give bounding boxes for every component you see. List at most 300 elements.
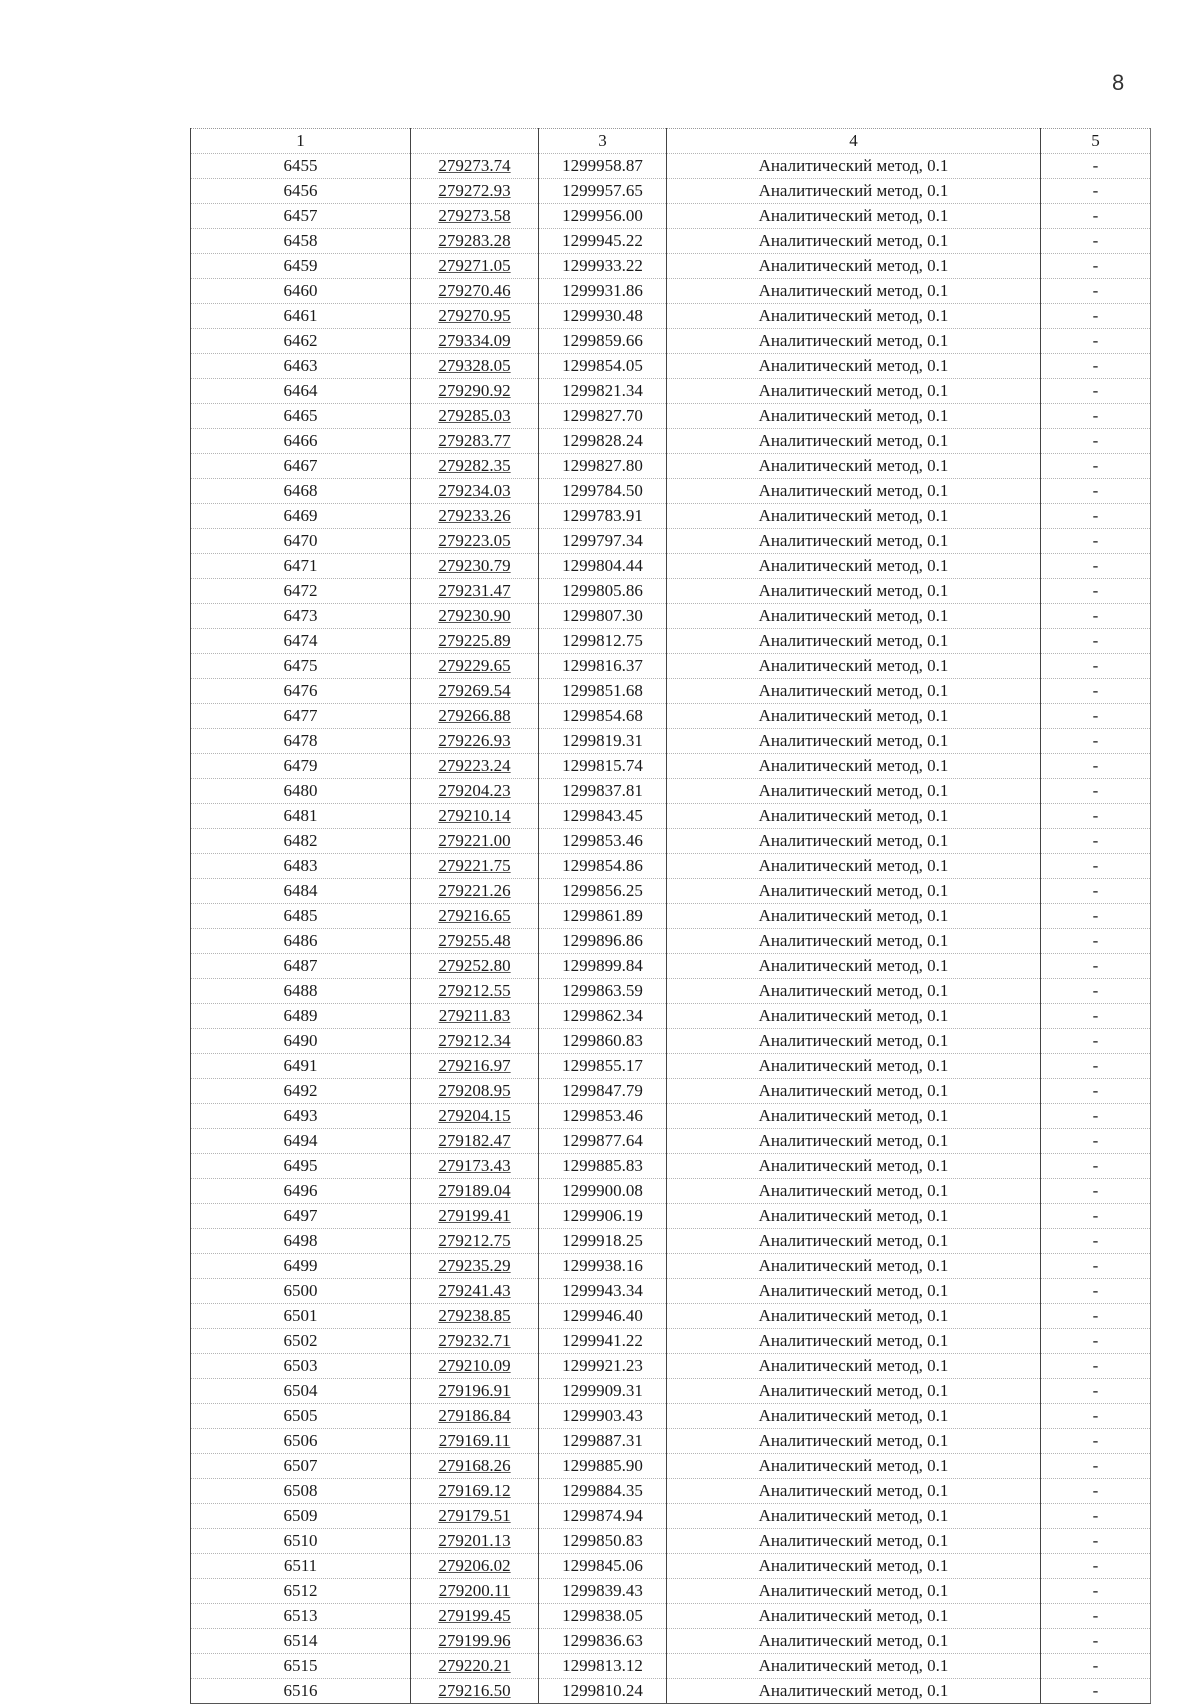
x-coordinate-cell: 279221.26 (411, 879, 539, 904)
table-row (191, 329, 1151, 354)
y-coordinate-cell: 1299957.65 (539, 179, 667, 204)
x-coordinate-cell: 279169.11 (411, 1429, 539, 1454)
method-accuracy-cell: Аналитический метод, 0.1 (667, 554, 1041, 579)
x-coordinate-cell: 279235.29 (411, 1254, 539, 1279)
y-coordinate-cell: 1299921.23 (539, 1354, 667, 1379)
point-number-cell: 6471 (191, 554, 411, 579)
note-cell: - (1041, 204, 1151, 229)
note-cell: - (1041, 679, 1151, 704)
note-cell: - (1041, 1254, 1151, 1279)
method-accuracy-cell: Аналитический метод, 0.1 (667, 1379, 1041, 1404)
method-accuracy-cell: Аналитический метод, 0.1 (667, 1504, 1041, 1529)
point-number-cell: 6473 (191, 604, 411, 629)
x-coordinate-cell: 279271.05 (411, 254, 539, 279)
point-number-cell: 6459 (191, 254, 411, 279)
table-row (191, 804, 1151, 829)
y-coordinate-cell: 1299843.45 (539, 804, 667, 829)
y-coordinate-cell: 1299855.17 (539, 1054, 667, 1079)
method-accuracy-cell: Аналитический метод, 0.1 (667, 254, 1041, 279)
x-coordinate-cell: 279252.80 (411, 954, 539, 979)
note-cell: - (1041, 804, 1151, 829)
point-number-cell: 6482 (191, 829, 411, 854)
note-cell: - (1041, 1129, 1151, 1154)
table-row (191, 404, 1151, 429)
y-coordinate-cell: 1299850.83 (539, 1529, 667, 1554)
table-row (191, 729, 1151, 754)
y-coordinate-cell: 1299812.75 (539, 629, 667, 654)
x-coordinate-cell: 279196.91 (411, 1379, 539, 1404)
table-row (191, 1404, 1151, 1429)
point-number-cell: 6480 (191, 779, 411, 804)
coordinates-table (190, 128, 1151, 1704)
note-cell: - (1041, 1354, 1151, 1379)
y-coordinate-cell: 1299877.64 (539, 1129, 667, 1154)
table-row (191, 454, 1151, 479)
y-coordinate-cell: 1299784.50 (539, 479, 667, 504)
point-number-cell: 6491 (191, 1054, 411, 1079)
point-number-cell: 6506 (191, 1429, 411, 1454)
x-coordinate-cell: 279269.54 (411, 679, 539, 704)
point-number-cell: 6457 (191, 204, 411, 229)
x-coordinate-cell: 279189.04 (411, 1179, 539, 1204)
x-coordinate-cell: 279216.65 (411, 904, 539, 929)
y-coordinate-cell: 1299861.89 (539, 904, 667, 929)
x-coordinate-cell: 279273.58 (411, 204, 539, 229)
method-accuracy-cell: Аналитический метод, 0.1 (667, 904, 1041, 929)
point-number-cell: 6511 (191, 1554, 411, 1579)
method-accuracy-cell: Аналитический метод, 0.1 (667, 779, 1041, 804)
note-cell: - (1041, 1279, 1151, 1304)
note-cell: - (1041, 529, 1151, 554)
y-coordinate-cell: 1299945.22 (539, 229, 667, 254)
point-number-cell: 6467 (191, 454, 411, 479)
point-number-cell: 6501 (191, 1304, 411, 1329)
note-cell: - (1041, 304, 1151, 329)
point-number-cell: 6512 (191, 1579, 411, 1604)
note-cell: - (1041, 1154, 1151, 1179)
y-coordinate-cell: 1299853.46 (539, 829, 667, 854)
method-accuracy-cell: Аналитический метод, 0.1 (667, 204, 1041, 229)
table-row (191, 1454, 1151, 1479)
note-cell: - (1041, 1204, 1151, 1229)
note-cell: - (1041, 279, 1151, 304)
note-cell: - (1041, 229, 1151, 254)
method-accuracy-cell: Аналитический метод, 0.1 (667, 1279, 1041, 1304)
table-row (191, 929, 1151, 954)
note-cell: - (1041, 729, 1151, 754)
y-coordinate-cell: 1299918.25 (539, 1229, 667, 1254)
x-coordinate-cell: 279232.71 (411, 1329, 539, 1354)
y-coordinate-cell: 1299815.74 (539, 754, 667, 779)
x-coordinate-cell: 279223.05 (411, 529, 539, 554)
x-coordinate-cell: 279273.74 (411, 154, 539, 179)
x-coordinate-cell: 279211.83 (411, 1004, 539, 1029)
x-coordinate-cell: 279204.23 (411, 779, 539, 804)
x-coordinate-cell: 279199.45 (411, 1604, 539, 1629)
table-row (191, 479, 1151, 504)
x-coordinate-cell: 279233.26 (411, 504, 539, 529)
method-accuracy-cell: Аналитический метод, 0.1 (667, 379, 1041, 404)
table-row (191, 879, 1151, 904)
table-row (191, 1554, 1151, 1579)
method-accuracy-cell: Аналитический метод, 0.1 (667, 954, 1041, 979)
point-number-cell: 6455 (191, 154, 411, 179)
table-row (191, 179, 1151, 204)
x-coordinate-cell: 279229.65 (411, 654, 539, 679)
x-coordinate-cell: 279169.12 (411, 1479, 539, 1504)
note-cell: - (1041, 479, 1151, 504)
method-accuracy-cell: Аналитический метод, 0.1 (667, 979, 1041, 1004)
x-coordinate-cell: 279182.47 (411, 1129, 539, 1154)
method-accuracy-cell: Аналитический метод, 0.1 (667, 429, 1041, 454)
method-accuracy-cell: Аналитический метод, 0.1 (667, 279, 1041, 304)
x-coordinate-cell: 279212.75 (411, 1229, 539, 1254)
note-cell: - (1041, 1304, 1151, 1329)
point-number-cell: 6479 (191, 754, 411, 779)
point-number-cell: 6458 (191, 229, 411, 254)
y-coordinate-cell: 1299854.68 (539, 704, 667, 729)
point-number-cell: 6498 (191, 1229, 411, 1254)
table-row (191, 1354, 1151, 1379)
y-coordinate-cell: 1299845.06 (539, 1554, 667, 1579)
point-number-cell: 6499 (191, 1254, 411, 1279)
y-coordinate-cell: 1299851.68 (539, 679, 667, 704)
x-coordinate-cell: 279210.09 (411, 1354, 539, 1379)
point-number-cell: 6466 (191, 429, 411, 454)
note-cell: - (1041, 1379, 1151, 1404)
note-cell: - (1041, 1079, 1151, 1104)
y-coordinate-cell: 1299816.37 (539, 654, 667, 679)
table-row (191, 1379, 1151, 1404)
table-row (191, 254, 1151, 279)
y-coordinate-cell: 1299863.59 (539, 979, 667, 1004)
method-accuracy-cell: Аналитический метод, 0.1 (667, 1354, 1041, 1379)
table-row (191, 954, 1151, 979)
note-cell: - (1041, 1104, 1151, 1129)
y-coordinate-cell: 1299856.25 (539, 879, 667, 904)
note-cell: - (1041, 404, 1151, 429)
point-number-cell: 6464 (191, 379, 411, 404)
x-coordinate-cell: 279208.95 (411, 1079, 539, 1104)
table-row (191, 529, 1151, 554)
y-coordinate-cell: 1299930.48 (539, 304, 667, 329)
header-col-5: 5 (1041, 129, 1151, 154)
x-coordinate-cell: 279173.43 (411, 1154, 539, 1179)
table-row (191, 354, 1151, 379)
method-accuracy-cell: Аналитический метод, 0.1 (667, 679, 1041, 704)
table-row (191, 1479, 1151, 1504)
method-accuracy-cell: Аналитический метод, 0.1 (667, 1029, 1041, 1054)
y-coordinate-cell: 1299860.83 (539, 1029, 667, 1054)
note-cell: - (1041, 1054, 1151, 1079)
y-coordinate-cell: 1299847.79 (539, 1079, 667, 1104)
note-cell: - (1041, 1329, 1151, 1354)
y-coordinate-cell: 1299903.43 (539, 1404, 667, 1429)
x-coordinate-cell: 279216.97 (411, 1054, 539, 1079)
method-accuracy-cell: Аналитический метод, 0.1 (667, 1479, 1041, 1504)
point-number-cell: 6497 (191, 1204, 411, 1229)
y-coordinate-cell: 1299896.86 (539, 929, 667, 954)
y-coordinate-cell: 1299874.94 (539, 1504, 667, 1529)
y-coordinate-cell: 1299813.12 (539, 1654, 667, 1679)
note-cell: - (1041, 879, 1151, 904)
y-coordinate-cell: 1299884.35 (539, 1479, 667, 1504)
table-row (191, 1104, 1151, 1129)
method-accuracy-cell: Аналитический метод, 0.1 (667, 1329, 1041, 1354)
note-cell: - (1041, 354, 1151, 379)
x-coordinate-cell: 279221.75 (411, 854, 539, 879)
y-coordinate-cell: 1299827.80 (539, 454, 667, 479)
x-coordinate-cell: 279216.50 (411, 1679, 539, 1704)
x-coordinate-cell: 279282.35 (411, 454, 539, 479)
y-coordinate-cell: 1299887.31 (539, 1429, 667, 1454)
table-row (191, 304, 1151, 329)
point-number-cell: 6462 (191, 329, 411, 354)
method-accuracy-cell: Аналитический метод, 0.1 (667, 1654, 1041, 1679)
method-accuracy-cell: Аналитический метод, 0.1 (667, 154, 1041, 179)
note-cell: - (1041, 179, 1151, 204)
table-row (191, 604, 1151, 629)
point-number-cell: 6494 (191, 1129, 411, 1154)
note-cell: - (1041, 854, 1151, 879)
y-coordinate-cell: 1299906.19 (539, 1204, 667, 1229)
point-number-cell: 6493 (191, 1104, 411, 1129)
method-accuracy-cell: Аналитический метод, 0.1 (667, 1554, 1041, 1579)
method-accuracy-cell: Аналитический метод, 0.1 (667, 1304, 1041, 1329)
point-number-cell: 6513 (191, 1604, 411, 1629)
note-cell: - (1041, 704, 1151, 729)
point-number-cell: 6492 (191, 1079, 411, 1104)
x-coordinate-cell: 279204.15 (411, 1104, 539, 1129)
y-coordinate-cell: 1299838.05 (539, 1604, 667, 1629)
header-col-4: 4 (667, 129, 1041, 154)
method-accuracy-cell: Аналитический метод, 0.1 (667, 329, 1041, 354)
y-coordinate-cell: 1299853.46 (539, 1104, 667, 1129)
table-row (191, 504, 1151, 529)
method-accuracy-cell: Аналитический метод, 0.1 (667, 804, 1041, 829)
x-coordinate-cell: 279283.77 (411, 429, 539, 454)
note-cell: - (1041, 554, 1151, 579)
table-row (191, 154, 1151, 179)
table-row (191, 1529, 1151, 1554)
point-number-cell: 6475 (191, 654, 411, 679)
page-number: 8 (1112, 70, 1125, 95)
method-accuracy-cell: Аналитический метод, 0.1 (667, 1154, 1041, 1179)
table-row (191, 829, 1151, 854)
y-coordinate-cell: 1299819.31 (539, 729, 667, 754)
point-number-cell: 6484 (191, 879, 411, 904)
point-number-cell: 6515 (191, 1654, 411, 1679)
note-cell: - (1041, 829, 1151, 854)
point-number-cell: 6505 (191, 1404, 411, 1429)
x-coordinate-cell: 279266.88 (411, 704, 539, 729)
table-row (191, 1154, 1151, 1179)
table-row (191, 554, 1151, 579)
point-number-cell: 6490 (191, 1029, 411, 1054)
y-coordinate-cell: 1299854.05 (539, 354, 667, 379)
note-cell: - (1041, 454, 1151, 479)
point-number-cell: 6509 (191, 1504, 411, 1529)
point-number-cell: 6507 (191, 1454, 411, 1479)
point-number-cell: 6487 (191, 954, 411, 979)
point-number-cell: 6481 (191, 804, 411, 829)
note-cell: - (1041, 1579, 1151, 1604)
point-number-cell: 6472 (191, 579, 411, 604)
x-coordinate-cell: 279199.41 (411, 1204, 539, 1229)
x-coordinate-cell: 279241.43 (411, 1279, 539, 1304)
method-accuracy-cell: Аналитический метод, 0.1 (667, 654, 1041, 679)
table-row (191, 1254, 1151, 1279)
y-coordinate-cell: 1299933.22 (539, 254, 667, 279)
x-coordinate-cell: 279200.11 (411, 1579, 539, 1604)
table-body (191, 154, 1151, 1704)
y-coordinate-cell: 1299946.40 (539, 1304, 667, 1329)
method-accuracy-cell: Аналитический метод, 0.1 (667, 1179, 1041, 1204)
table-row (191, 379, 1151, 404)
method-accuracy-cell: Аналитический метод, 0.1 (667, 1404, 1041, 1429)
method-accuracy-cell: Аналитический метод, 0.1 (667, 829, 1041, 854)
method-accuracy-cell: Аналитический метод, 0.1 (667, 354, 1041, 379)
method-accuracy-cell: Аналитический метод, 0.1 (667, 1679, 1041, 1704)
method-accuracy-cell: Аналитический метод, 0.1 (667, 1079, 1041, 1104)
note-cell: - (1041, 1429, 1151, 1454)
table-row (191, 1029, 1151, 1054)
method-accuracy-cell: Аналитический метод, 0.1 (667, 729, 1041, 754)
y-coordinate-cell: 1299797.34 (539, 529, 667, 554)
point-number-cell: 6510 (191, 1529, 411, 1554)
table-row (191, 1579, 1151, 1604)
table-row (191, 1629, 1151, 1654)
note-cell: - (1041, 329, 1151, 354)
table-header-row (191, 129, 1151, 154)
table-row (191, 1304, 1151, 1329)
table-row (191, 854, 1151, 879)
table-row (191, 654, 1151, 679)
point-number-cell: 6460 (191, 279, 411, 304)
point-number-cell: 6478 (191, 729, 411, 754)
point-number-cell: 6508 (191, 1479, 411, 1504)
note-cell: - (1041, 1654, 1151, 1679)
method-accuracy-cell: Аналитический метод, 0.1 (667, 1004, 1041, 1029)
y-coordinate-cell: 1299956.00 (539, 204, 667, 229)
x-coordinate-cell: 279225.89 (411, 629, 539, 654)
y-coordinate-cell: 1299885.83 (539, 1154, 667, 1179)
x-coordinate-cell: 279270.95 (411, 304, 539, 329)
note-cell: - (1041, 1504, 1151, 1529)
method-accuracy-cell: Аналитический метод, 0.1 (667, 604, 1041, 629)
method-accuracy-cell: Аналитический метод, 0.1 (667, 1129, 1041, 1154)
note-cell: - (1041, 1479, 1151, 1504)
point-number-cell: 6465 (191, 404, 411, 429)
table-row (191, 1054, 1151, 1079)
x-coordinate-cell: 279201.13 (411, 1529, 539, 1554)
method-accuracy-cell: Аналитический метод, 0.1 (667, 879, 1041, 904)
table-row (191, 204, 1151, 229)
point-number-cell: 6469 (191, 504, 411, 529)
point-number-cell: 6489 (191, 1004, 411, 1029)
y-coordinate-cell: 1299807.30 (539, 604, 667, 629)
point-number-cell: 6468 (191, 479, 411, 504)
x-coordinate-cell: 279283.28 (411, 229, 539, 254)
point-number-cell: 6470 (191, 529, 411, 554)
x-coordinate-cell: 279179.51 (411, 1504, 539, 1529)
y-coordinate-cell: 1299827.70 (539, 404, 667, 429)
y-coordinate-cell: 1299900.08 (539, 1179, 667, 1204)
y-coordinate-cell: 1299804.44 (539, 554, 667, 579)
note-cell: - (1041, 504, 1151, 529)
table-row (191, 1679, 1151, 1704)
x-coordinate-cell: 279255.48 (411, 929, 539, 954)
table-row (191, 229, 1151, 254)
point-number-cell: 6516 (191, 1679, 411, 1704)
y-coordinate-cell: 1299836.63 (539, 1629, 667, 1654)
method-accuracy-cell: Аналитический метод, 0.1 (667, 1429, 1041, 1454)
method-accuracy-cell: Аналитический метод, 0.1 (667, 1204, 1041, 1229)
table-row (191, 579, 1151, 604)
x-coordinate-cell: 279230.79 (411, 554, 539, 579)
x-coordinate-cell: 279223.24 (411, 754, 539, 779)
note-cell: - (1041, 979, 1151, 1004)
point-number-cell: 6483 (191, 854, 411, 879)
table-row (191, 1204, 1151, 1229)
x-coordinate-cell: 279230.90 (411, 604, 539, 629)
y-coordinate-cell: 1299839.43 (539, 1579, 667, 1604)
y-coordinate-cell: 1299854.86 (539, 854, 667, 879)
y-coordinate-cell: 1299931.86 (539, 279, 667, 304)
method-accuracy-cell: Аналитический метод, 0.1 (667, 854, 1041, 879)
method-accuracy-cell: Аналитический метод, 0.1 (667, 1054, 1041, 1079)
table-row (191, 1004, 1151, 1029)
point-number-cell: 6503 (191, 1354, 411, 1379)
note-cell: - (1041, 579, 1151, 604)
note-cell: - (1041, 1529, 1151, 1554)
y-coordinate-cell: 1299958.87 (539, 154, 667, 179)
point-number-cell: 6502 (191, 1329, 411, 1354)
table-row (191, 1229, 1151, 1254)
point-number-cell: 6488 (191, 979, 411, 1004)
method-accuracy-cell: Аналитический метод, 0.1 (667, 529, 1041, 554)
x-coordinate-cell: 279212.55 (411, 979, 539, 1004)
y-coordinate-cell: 1299885.90 (539, 1454, 667, 1479)
table-row (191, 779, 1151, 804)
point-number-cell: 6477 (191, 704, 411, 729)
note-cell: - (1041, 604, 1151, 629)
y-coordinate-cell: 1299828.24 (539, 429, 667, 454)
method-accuracy-cell: Аналитический метод, 0.1 (667, 479, 1041, 504)
x-coordinate-cell: 279272.93 (411, 179, 539, 204)
method-accuracy-cell: Аналитический метод, 0.1 (667, 1254, 1041, 1279)
point-number-cell: 6514 (191, 1629, 411, 1654)
point-number-cell: 6496 (191, 1179, 411, 1204)
point-number-cell: 6456 (191, 179, 411, 204)
method-accuracy-cell: Аналитический метод, 0.1 (667, 179, 1041, 204)
note-cell: - (1041, 1679, 1151, 1704)
y-coordinate-cell: 1299938.16 (539, 1254, 667, 1279)
method-accuracy-cell: Аналитический метод, 0.1 (667, 704, 1041, 729)
note-cell: - (1041, 1229, 1151, 1254)
note-cell: - (1041, 754, 1151, 779)
x-coordinate-cell: 279285.03 (411, 404, 539, 429)
note-cell: - (1041, 954, 1151, 979)
note-cell: - (1041, 154, 1151, 179)
note-cell: - (1041, 429, 1151, 454)
y-coordinate-cell: 1299899.84 (539, 954, 667, 979)
y-coordinate-cell: 1299837.81 (539, 779, 667, 804)
table-row (191, 754, 1151, 779)
y-coordinate-cell: 1299810.24 (539, 1679, 667, 1704)
header-col-3: 3 (539, 129, 667, 154)
y-coordinate-cell: 1299941.22 (539, 1329, 667, 1354)
